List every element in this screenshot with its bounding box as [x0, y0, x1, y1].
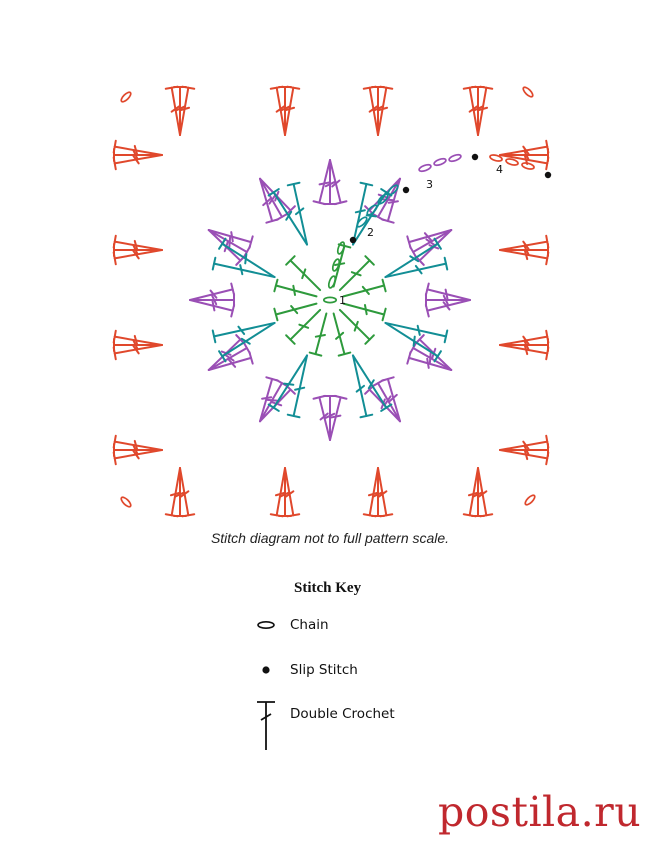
- round-3-double-crochet: [330, 396, 346, 440]
- key-label-chain: Chain: [290, 617, 329, 633]
- round-4-double-crochet: [114, 155, 162, 169]
- slip-stitch-marker: [403, 187, 409, 193]
- round-4-double-crochet: [500, 436, 548, 450]
- watermark-logo: postila.ru: [438, 788, 642, 836]
- round-4-double-crochet: [285, 468, 299, 516]
- round-number-labels: [339, 163, 503, 307]
- round-4-corner-chain: [522, 86, 534, 98]
- round-3-double-crochet: [190, 294, 234, 306]
- round-3-double-crochet: [324, 160, 336, 204]
- key-row-double-crochet: [250, 700, 395, 752]
- round-3-double-crochet: [209, 230, 250, 257]
- round-4-chain: [521, 162, 534, 170]
- chain-icon: [250, 613, 284, 637]
- round-label: 3: [426, 178, 433, 191]
- round-3-double-crochet: [260, 179, 287, 220]
- round-4-double-crochet: [478, 468, 492, 516]
- round-4-double-crochet: [166, 468, 180, 516]
- round-4-corner-chain: [120, 496, 132, 508]
- round-3-chain: [448, 153, 461, 162]
- round-4-double-crochet: [114, 345, 162, 359]
- round-4-double-crochet: [500, 250, 548, 264]
- slip-stitch-icon: [250, 658, 284, 682]
- chain-stitches: [324, 153, 535, 302]
- round-2-double-crochet: [213, 258, 275, 277]
- round-3-double-crochet: [314, 160, 330, 204]
- round-label: 2: [367, 226, 374, 239]
- round-4-double-crochet: [464, 468, 478, 516]
- stitch-key-title: Stitch Key: [294, 580, 362, 596]
- round-4-double-crochet: [114, 236, 162, 250]
- slip-stitch-marker: [545, 172, 551, 178]
- diagram-caption: Stitch diagram not to full pattern scale.: [210, 530, 450, 546]
- round-2-chain: [366, 204, 378, 216]
- round-3-double-crochet: [410, 230, 451, 257]
- round-4-double-crochet: [364, 468, 378, 516]
- round-2-stitches: [213, 183, 448, 418]
- round-3-chain: [418, 163, 431, 172]
- round-label: 4: [496, 163, 503, 176]
- round-label: 1: [339, 294, 346, 307]
- round-4-corner-chain: [120, 91, 132, 103]
- round-4-double-crochet: [285, 87, 299, 135]
- round-4-stitches: [114, 86, 549, 517]
- round-4-double-crochet: [114, 141, 162, 155]
- round-4-double-crochet: [500, 141, 548, 155]
- double-crochet-icon: [250, 700, 284, 752]
- round-1-chain: [327, 275, 336, 288]
- round-3-double-crochet: [190, 300, 234, 316]
- round-3-double-crochet: [410, 343, 451, 370]
- round-1-ring-chain: [324, 297, 336, 302]
- round-4-double-crochet: [166, 87, 180, 135]
- round-1-double-crochet: [340, 256, 374, 290]
- round-4-double-crochet: [180, 468, 194, 516]
- key-row-slip-stitch: [250, 658, 358, 682]
- round-1-double-crochet: [286, 310, 320, 344]
- round-3-stitches: [190, 160, 470, 440]
- round-4-double-crochet: [378, 468, 392, 516]
- crochet-granny-square-diagram: [100, 75, 560, 525]
- round-4-double-crochet: [271, 468, 285, 516]
- round-3-double-crochet: [373, 380, 400, 421]
- round-4-double-crochet: [364, 87, 378, 135]
- round-1-double-crochet: [344, 280, 386, 297]
- round-3-chain: [433, 157, 446, 166]
- round-4-chain: [505, 158, 518, 166]
- key-row-chain: [250, 613, 329, 637]
- round-4-double-crochet: [500, 236, 548, 250]
- round-4-double-crochet: [114, 331, 162, 345]
- round-3-double-crochet: [324, 396, 336, 440]
- round-1-stitches: [274, 244, 385, 355]
- round-3-double-crochet: [426, 284, 470, 300]
- round-4-double-crochet: [378, 87, 392, 135]
- round-4-double-crochet: [180, 87, 194, 135]
- round-3-double-crochet: [260, 380, 287, 421]
- round-4-corner-chain: [524, 494, 536, 506]
- round-4-double-crochet: [478, 87, 492, 135]
- round-4-double-crochet: [500, 345, 548, 359]
- round-4-double-crochet: [114, 450, 162, 464]
- round-4-double-crochet: [464, 87, 478, 135]
- round-2-double-crochet: [288, 355, 307, 417]
- round-4-double-crochet: [114, 250, 162, 264]
- round-3-double-crochet: [426, 294, 470, 306]
- round-4-double-crochet: [114, 436, 162, 450]
- round-4-double-crochet: [500, 450, 548, 464]
- round-1-double-crochet: [340, 310, 374, 344]
- round-1-double-crochet: [344, 304, 386, 321]
- key-label-double-crochet: Double Crochet: [290, 706, 395, 722]
- round-4-double-crochet: [500, 331, 548, 345]
- slip-stitch-marker: [472, 154, 478, 160]
- round-4-double-crochet: [271, 87, 285, 135]
- round-1-double-crochet: [274, 280, 316, 297]
- round-1-double-crochet: [310, 314, 327, 356]
- round-1-double-crochet: [274, 304, 316, 321]
- round-3-double-crochet: [209, 343, 250, 370]
- round-1-double-crochet: [334, 314, 351, 356]
- round-1-chain: [336, 241, 345, 254]
- round-2-double-crochet: [385, 323, 447, 342]
- key-label-slip-stitch: Slip Stitch: [290, 662, 358, 678]
- slip-stitch-marker: [350, 237, 356, 243]
- round-1-double-crochet: [286, 256, 320, 290]
